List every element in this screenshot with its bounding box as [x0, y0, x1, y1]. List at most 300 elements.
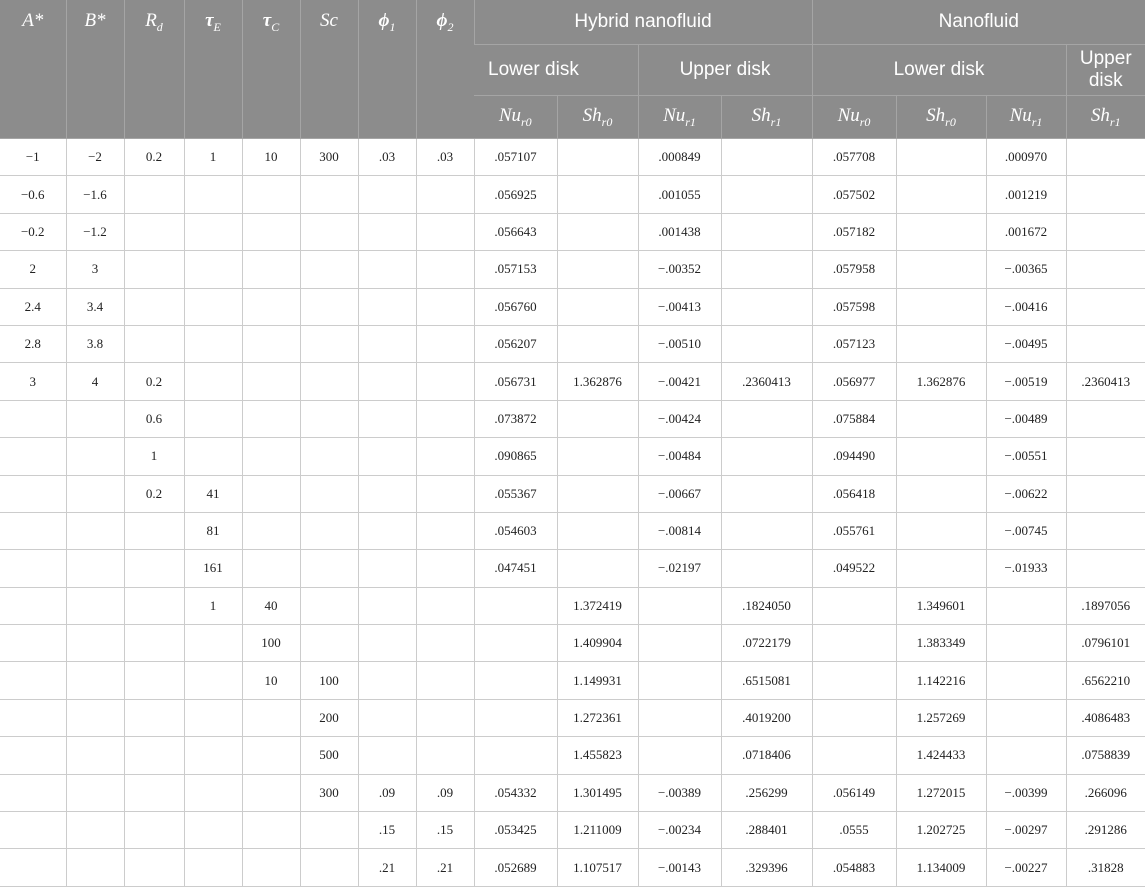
table-cell — [242, 512, 300, 549]
table-cell — [358, 699, 416, 736]
table-cell: .0718406 — [721, 737, 812, 774]
table-cell: 161 — [184, 550, 242, 587]
table-cell: .057182 — [812, 213, 896, 250]
table-cell — [896, 325, 986, 362]
table-cell — [416, 625, 474, 662]
table-cell: 100 — [242, 625, 300, 662]
table-cell: .075884 — [812, 400, 896, 437]
table-cell: .0722179 — [721, 625, 812, 662]
table-cell: 0.6 — [124, 400, 184, 437]
table-cell — [358, 550, 416, 587]
table-cell — [66, 699, 124, 736]
table-cell: .09 — [358, 774, 416, 811]
table-row — [0, 512, 1145, 549]
table-cell — [557, 475, 638, 512]
table-cell — [557, 550, 638, 587]
header-var-rd: $R_d$ — [124, 0, 184, 139]
table-cell — [242, 699, 300, 736]
table-cell: .000849 — [638, 139, 721, 176]
table-cell: 1.455823 — [557, 737, 638, 774]
table-cell — [474, 625, 557, 662]
table-cell: .057958 — [812, 251, 896, 288]
table-cell: .001219 — [986, 176, 1066, 213]
table-cell — [1066, 438, 1145, 475]
table-cell — [66, 812, 124, 849]
table-cell: −.00622 — [986, 475, 1066, 512]
table-row — [0, 176, 1145, 213]
table-cell — [242, 213, 300, 250]
table-cell — [896, 288, 986, 325]
table-cell: .2360413 — [721, 363, 812, 400]
table-cell — [66, 849, 124, 886]
table-cell — [416, 438, 474, 475]
table-cell — [557, 400, 638, 437]
table-cell: 1.409904 — [557, 625, 638, 662]
table-cell — [66, 737, 124, 774]
table-cell: .054603 — [474, 512, 557, 549]
table-cell — [557, 438, 638, 475]
table-body — [0, 139, 1145, 887]
table-cell — [300, 587, 358, 624]
header-var-phi1: $\phi_1$ — [358, 0, 416, 139]
table-cell: −.00424 — [638, 400, 721, 437]
table-cell — [242, 737, 300, 774]
table-cell: 10 — [242, 139, 300, 176]
table-cell — [812, 625, 896, 662]
table-cell: 1 — [184, 139, 242, 176]
table-cell — [124, 176, 184, 213]
header-hybrid-upper-disk: Upper disk — [638, 45, 812, 96]
table-cell: 41 — [184, 475, 242, 512]
table-cell — [721, 176, 812, 213]
table-cell — [124, 774, 184, 811]
table-cell — [242, 550, 300, 587]
table-row — [0, 774, 1145, 811]
table-cell — [896, 475, 986, 512]
header-nano-sh-r0: $Sh_{r0}$ — [896, 96, 986, 139]
table-cell — [300, 363, 358, 400]
table-cell: −.00421 — [638, 363, 721, 400]
table-cell: 1.372419 — [557, 587, 638, 624]
table-cell — [1066, 176, 1145, 213]
table-cell: .053425 — [474, 812, 557, 849]
table-cell — [124, 213, 184, 250]
table-cell — [557, 139, 638, 176]
table-cell: .057123 — [812, 325, 896, 362]
table-cell — [0, 699, 66, 736]
table-cell — [1066, 213, 1145, 250]
header-hybrid-lower-disk: Lower disk — [474, 45, 638, 96]
table-cell — [300, 438, 358, 475]
table-cell: .055367 — [474, 475, 557, 512]
header-var-tau-c: $\tau_C$ — [242, 0, 300, 139]
table-cell: .1897056 — [1066, 587, 1145, 624]
table-cell — [358, 363, 416, 400]
table-cell — [184, 400, 242, 437]
table-cell: .057708 — [812, 139, 896, 176]
table-cell: .291286 — [1066, 812, 1145, 849]
table-cell — [300, 325, 358, 362]
table-cell — [184, 288, 242, 325]
table-cell: −.00227 — [986, 849, 1066, 886]
table-cell — [812, 699, 896, 736]
table-cell — [416, 325, 474, 362]
table-cell: 0.2 — [124, 475, 184, 512]
table-cell: 10 — [242, 662, 300, 699]
table-cell — [1066, 251, 1145, 288]
table-cell: −.01933 — [986, 550, 1066, 587]
table-cell: 1.257269 — [896, 699, 986, 736]
table-cell: 1.211009 — [557, 812, 638, 849]
table-cell: −.00495 — [986, 325, 1066, 362]
table-cell: −0.6 — [0, 176, 66, 213]
table-cell — [416, 400, 474, 437]
table-cell: −.00745 — [986, 512, 1066, 549]
table-cell — [812, 587, 896, 624]
table-cell — [242, 363, 300, 400]
table-cell — [416, 213, 474, 250]
table-cell: 200 — [300, 699, 358, 736]
table-cell — [1066, 400, 1145, 437]
table-cell: −.00416 — [986, 288, 1066, 325]
table-cell — [986, 737, 1066, 774]
table-cell: .256299 — [721, 774, 812, 811]
table-cell — [184, 363, 242, 400]
table-cell — [358, 400, 416, 437]
table-cell: .1824050 — [721, 587, 812, 624]
table-cell — [721, 475, 812, 512]
table-cell — [300, 176, 358, 213]
table-cell: .052689 — [474, 849, 557, 886]
table-cell — [184, 438, 242, 475]
table-cell — [66, 587, 124, 624]
table-cell: −.00143 — [638, 849, 721, 886]
header-var-sc: Sc — [300, 0, 358, 139]
table-cell — [896, 512, 986, 549]
table-cell — [358, 288, 416, 325]
table-cell: −2 — [66, 139, 124, 176]
table-cell: .329396 — [721, 849, 812, 886]
table-cell: −.00297 — [986, 812, 1066, 849]
table-cell: .21 — [416, 849, 474, 886]
table-cell: .0758839 — [1066, 737, 1145, 774]
table-cell: 1.362876 — [896, 363, 986, 400]
table-cell — [184, 812, 242, 849]
table-cell: 1.107517 — [557, 849, 638, 886]
table-cell — [896, 550, 986, 587]
table-cell: .049522 — [812, 550, 896, 587]
table-cell — [300, 849, 358, 886]
table-cell — [0, 774, 66, 811]
table-cell — [358, 737, 416, 774]
table-cell: .0555 — [812, 812, 896, 849]
table-cell — [0, 737, 66, 774]
header-var-tau-e: $\tau_E$ — [184, 0, 242, 139]
table-cell: −.00814 — [638, 512, 721, 549]
table-row — [0, 812, 1145, 849]
table-cell — [416, 699, 474, 736]
table-cell — [66, 625, 124, 662]
table-cell: 1.383349 — [896, 625, 986, 662]
table-cell — [300, 550, 358, 587]
table-cell — [557, 288, 638, 325]
table-cell: −.00551 — [986, 438, 1066, 475]
table-cell — [1066, 325, 1145, 362]
table-cell — [184, 662, 242, 699]
table-cell: −.00399 — [986, 774, 1066, 811]
table-cell — [812, 737, 896, 774]
header-nano-nu-r1: $Nu_{r1}$ — [986, 96, 1066, 139]
table-cell: .001438 — [638, 213, 721, 250]
table-cell — [557, 325, 638, 362]
table-cell: 3 — [66, 251, 124, 288]
table-cell: 4 — [66, 363, 124, 400]
table-cell — [358, 251, 416, 288]
table-cell — [358, 625, 416, 662]
table-cell — [721, 438, 812, 475]
table-cell — [124, 550, 184, 587]
table-cell — [358, 438, 416, 475]
header-hybrid-sh-r0: $Sh_{r0}$ — [557, 96, 638, 139]
table-cell: .054883 — [812, 849, 896, 886]
table-cell — [721, 251, 812, 288]
table-cell: .073872 — [474, 400, 557, 437]
table-cell — [124, 625, 184, 662]
table-cell: −.02197 — [638, 550, 721, 587]
table-cell: 2.4 — [0, 288, 66, 325]
table-cell — [416, 251, 474, 288]
table-cell: .056925 — [474, 176, 557, 213]
table-cell — [124, 325, 184, 362]
table-cell: 1.362876 — [557, 363, 638, 400]
table-cell — [416, 288, 474, 325]
table-cell — [184, 625, 242, 662]
table-cell: −.00234 — [638, 812, 721, 849]
table-cell — [242, 251, 300, 288]
table-cell — [242, 176, 300, 213]
table-cell: 3.8 — [66, 325, 124, 362]
table-cell — [124, 662, 184, 699]
table-cell — [124, 512, 184, 549]
header-hybrid-nu-r1: $Nu_{r1}$ — [638, 96, 721, 139]
header-var-phi2: $\phi_2$ — [416, 0, 474, 139]
table-cell — [124, 737, 184, 774]
table-row — [0, 288, 1145, 325]
table-cell — [300, 812, 358, 849]
table-row — [0, 662, 1145, 699]
table-cell — [557, 213, 638, 250]
table-cell: 0.2 — [124, 139, 184, 176]
table-cell: .15 — [416, 812, 474, 849]
table-cell — [66, 774, 124, 811]
table-cell — [416, 475, 474, 512]
table-cell — [242, 774, 300, 811]
table-cell — [0, 849, 66, 886]
table-cell: 1.272015 — [896, 774, 986, 811]
table-cell: .056977 — [812, 363, 896, 400]
table-cell — [986, 587, 1066, 624]
table-cell — [124, 699, 184, 736]
table-cell — [300, 213, 358, 250]
table-cell — [638, 737, 721, 774]
table-cell — [0, 587, 66, 624]
table-cell — [638, 587, 721, 624]
table-cell: .4019200 — [721, 699, 812, 736]
table-cell: .056149 — [812, 774, 896, 811]
header-hybrid-sh-r1: $Sh_{r1}$ — [721, 96, 812, 139]
table-cell: −.00365 — [986, 251, 1066, 288]
table-cell — [896, 176, 986, 213]
table-cell — [300, 625, 358, 662]
table-cell: .056760 — [474, 288, 557, 325]
table-cell — [0, 400, 66, 437]
table-cell — [184, 251, 242, 288]
table-cell — [1066, 139, 1145, 176]
table-cell — [66, 512, 124, 549]
table-cell — [358, 662, 416, 699]
table-row — [0, 325, 1145, 362]
table-cell: 1.424433 — [896, 737, 986, 774]
table-cell — [184, 176, 242, 213]
table-cell — [986, 625, 1066, 662]
table-cell — [124, 812, 184, 849]
table-cell — [0, 475, 66, 512]
table-cell: −1 — [0, 139, 66, 176]
table-cell: −.00352 — [638, 251, 721, 288]
table-row — [0, 213, 1145, 250]
table-cell: .094490 — [812, 438, 896, 475]
table-cell — [416, 512, 474, 549]
table-cell: .6562210 — [1066, 662, 1145, 699]
table-cell — [358, 587, 416, 624]
table-cell: .03 — [416, 139, 474, 176]
table-cell — [300, 512, 358, 549]
table-cell — [184, 213, 242, 250]
table-cell: −1.2 — [66, 213, 124, 250]
table-cell: .056643 — [474, 213, 557, 250]
table-cell: 2 — [0, 251, 66, 288]
table-cell — [416, 587, 474, 624]
table-cell: .001672 — [986, 213, 1066, 250]
table-cell — [416, 737, 474, 774]
table-cell — [300, 288, 358, 325]
table-cell: .054332 — [474, 774, 557, 811]
table-cell — [0, 662, 66, 699]
table-cell — [242, 325, 300, 362]
table-cell: 1 — [124, 438, 184, 475]
table-row — [0, 550, 1145, 587]
table-cell — [474, 662, 557, 699]
table-cell — [557, 176, 638, 213]
table-cell: 1.301495 — [557, 774, 638, 811]
table-cell: .057598 — [812, 288, 896, 325]
table-cell — [416, 176, 474, 213]
table-cell: .4086483 — [1066, 699, 1145, 736]
table-cell: 1.149931 — [557, 662, 638, 699]
table-cell: .056731 — [474, 363, 557, 400]
table-cell: −.00389 — [638, 774, 721, 811]
table-cell: .000970 — [986, 139, 1066, 176]
table-cell — [986, 699, 1066, 736]
table-cell: −.00413 — [638, 288, 721, 325]
table-cell — [66, 475, 124, 512]
table-cell — [358, 512, 416, 549]
table-cell: −.00489 — [986, 400, 1066, 437]
header-var-a: A* — [0, 0, 66, 139]
table-cell — [358, 176, 416, 213]
table-cell — [474, 587, 557, 624]
table-cell — [66, 400, 124, 437]
table-cell: −0.2 — [0, 213, 66, 250]
table-cell: 3.4 — [66, 288, 124, 325]
table-cell — [242, 438, 300, 475]
table-cell — [1066, 512, 1145, 549]
table-cell: −.00484 — [638, 438, 721, 475]
table-cell: −.00519 — [986, 363, 1066, 400]
table-cell — [1066, 288, 1145, 325]
table-header — [0, 0, 1145, 139]
table-cell — [124, 288, 184, 325]
table-cell — [66, 662, 124, 699]
table-cell — [184, 849, 242, 886]
table-cell — [721, 512, 812, 549]
table-cell: 1.202725 — [896, 812, 986, 849]
table-cell: .266096 — [1066, 774, 1145, 811]
header-nano-nu-r0: $Nu_{r0}$ — [812, 96, 896, 139]
header-nano-lower-disk: Lower disk — [812, 45, 1066, 96]
table-cell: 3 — [0, 363, 66, 400]
table-cell: 1.134009 — [896, 849, 986, 886]
table-cell — [124, 849, 184, 886]
table-cell: .001055 — [638, 176, 721, 213]
table-cell — [638, 662, 721, 699]
table-cell: .03 — [358, 139, 416, 176]
table-cell — [638, 625, 721, 662]
table-cell: .0796101 — [1066, 625, 1145, 662]
table-cell — [184, 737, 242, 774]
table-row — [0, 625, 1145, 662]
table-cell: 2.8 — [0, 325, 66, 362]
table-cell — [416, 363, 474, 400]
header-nanofluid: Nanofluid — [812, 0, 1145, 45]
table-cell — [184, 699, 242, 736]
table-cell: .056418 — [812, 475, 896, 512]
table-cell — [896, 400, 986, 437]
table-cell — [986, 662, 1066, 699]
table-cell — [242, 849, 300, 886]
table-cell — [124, 251, 184, 288]
table-cell — [0, 625, 66, 662]
table-cell: .288401 — [721, 812, 812, 849]
table-cell — [242, 812, 300, 849]
table-cell: .21 — [358, 849, 416, 886]
table-cell — [721, 213, 812, 250]
table-cell — [557, 251, 638, 288]
table-cell — [300, 475, 358, 512]
table-cell: 100 — [300, 662, 358, 699]
table-row — [0, 363, 1145, 400]
table-cell: 1 — [184, 587, 242, 624]
table-cell: 300 — [300, 139, 358, 176]
table-cell — [1066, 550, 1145, 587]
table-cell — [184, 774, 242, 811]
table-cell: .057502 — [812, 176, 896, 213]
table-cell: 81 — [184, 512, 242, 549]
table-cell — [358, 475, 416, 512]
table-row — [0, 849, 1145, 886]
table-cell — [812, 662, 896, 699]
table-cell: .057107 — [474, 139, 557, 176]
